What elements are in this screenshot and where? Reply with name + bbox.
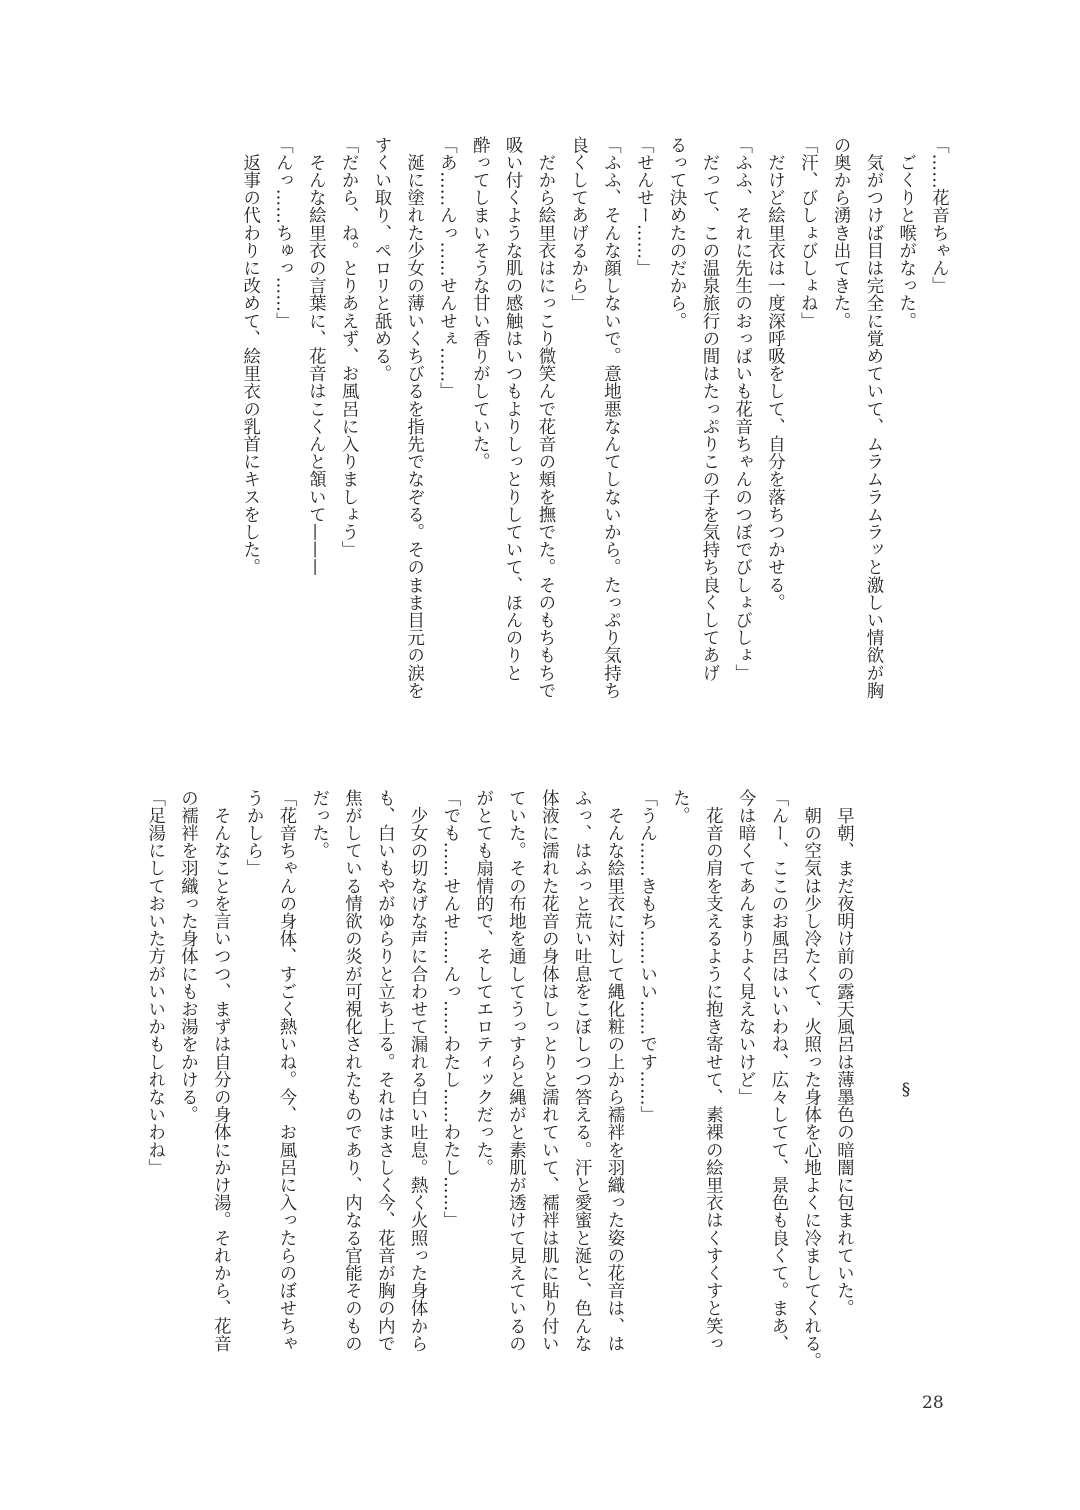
text-column: 朝の空気は少し冷たくて、火照った身体を心地よくに冷ましてくれる。 (800, 789, 821, 1370)
text-column: 「ふふ、そんな顔しないで。意地悪なんてしないから。たっぷり気持ち (600, 136, 621, 700)
text-column: だった。 (308, 789, 329, 860)
text-column: だけど絵里衣は一度深呼吸をして、自分を落ちつかせる。 (764, 136, 785, 612)
text-column: 焦がしている情欲の炎が可視化されたものであり、内なる官能そのもの (341, 789, 362, 1353)
text-column: 今は暗くてあんまりよく見えないけど」 (735, 789, 756, 1106)
text-column: ごくりと喉がなった。 (895, 136, 916, 330)
text-column: 体液に濡れた花音の身体はしっとりと濡れていて、襦袢は肌に貼り付い (538, 789, 559, 1353)
text-column: 花音の肩を支えるように抱き寄せて、素裸の絵里衣はくすくすと笑っ (702, 789, 723, 1353)
text-column: の襦袢を羽織った身体にもお湯をかける。 (177, 789, 198, 1124)
text-column: 吸い付くような肌の感触はいつもよりしっとりしていて、ほんのりと (502, 136, 523, 682)
text-column: そんな絵里衣に対して縄化粧の上から襦袢を羽織った姿の花音は、は (603, 789, 624, 1353)
text-column: 返事の代わりに改めて、絵里衣の乳首にキスをした。 (239, 136, 260, 576)
text-column: 「んー、ここのお風呂はいいわね、広々してて、景色も良くて。まあ、 (767, 789, 788, 1353)
text-column: 「あ……んっ……せんせぇ……」 (436, 136, 457, 400)
text-column: 涎に塗れた少女の薄いくちびるを指先でなぞる。そのまま目元の涙を (403, 136, 424, 700)
text-column: も、白いもやがゆらりと立ち上る。それはまさしく今、花音が胸の内で (374, 789, 395, 1353)
text-column: 「花音ちゃんの身体、すごく熱いね。今、お風呂に入ったらのぼせちゃ (275, 789, 296, 1353)
text-column: 「汗、びしょびしょね」 (797, 136, 818, 330)
text-column: そんな絵里衣の言葉に、花音はこくんと頷いて——— (305, 136, 326, 576)
section-break-mark: § (896, 1080, 916, 1101)
text-column: うかしら」 (243, 789, 264, 877)
text-column: 「ふふ、それに先生のおっぱいも花音ちゃんのつぼでびしょびしょ」 (731, 136, 752, 682)
text-column: 気がつけば目は完全に覚めていて、ムラムラムラッと激しい情欲が胸 (862, 136, 883, 700)
text-column: すくい取り、ペロリと舐める。 (370, 136, 391, 383)
text-column: 「んっ……ちゅっ……」 (272, 136, 293, 330)
text-column: ていた。その布地を通してうっすらと縄がと素肌が透けて見えているの (505, 789, 526, 1353)
text-column: 「……花音ちゃん」 (928, 136, 949, 295)
text-column: だから絵里衣はにっこり微笑んで花音の頬を撫でた。そのもちもちで (534, 136, 555, 700)
text-column: 酔ってしまいそうな甘い香りがしていた。 (469, 136, 490, 471)
text-column: た。 (669, 789, 690, 825)
text-column: だって、この温泉旅行の間はたっぷりこの子を気持ち良くしてあげ (698, 136, 719, 682)
text-column: 「でも……せんせ……んっ……わたし……わたし……」 (439, 789, 460, 1229)
text-column: るって決めたのだから。 (666, 136, 687, 330)
text-column: 良くしてあげるから」 (567, 136, 588, 312)
text-column: 「うん……きもち……いい……です……」 (636, 789, 657, 1124)
text-column: ふっ、はふっと荒い吐息をこぼしつつ答える。汗と愛蜜と涎と、色んな (571, 789, 592, 1353)
text-column: がとても扇情的で、そしてエロティックだった。 (472, 789, 493, 1177)
text-column: 早朝、まだ夜明け前の露天風呂は薄墨色の暗闇に包まれていた。 (833, 789, 854, 1317)
text-column: 「だから、ね。とりあえず、お風呂に入りましょう」 (338, 136, 359, 559)
text-column: 「せんせー……」 (633, 136, 654, 277)
text-column: 「足湯にしておいた方がいいかもしれないわね」 (144, 789, 165, 1177)
text-column: そんなことを言いつつ、まずは自分の身体にかけ湯。それから、花音 (210, 789, 231, 1353)
page-number: 28 (922, 1393, 944, 1413)
text-column: の奥から湧き出てきた。 (830, 136, 851, 330)
text-column: 少女の切なげな声に合わせて漏れる白い吐息。熱く火照った身体から (407, 789, 428, 1353)
